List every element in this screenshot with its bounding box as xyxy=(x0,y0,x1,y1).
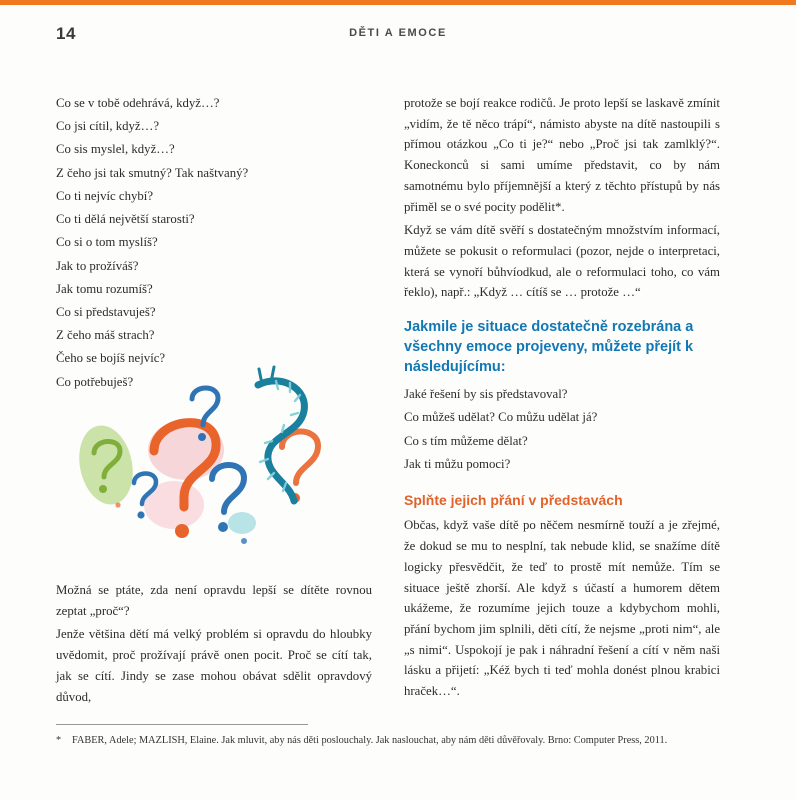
paragraph: protože se bojí reakce rodičů. Je proto lepší se laskavě zmínit „vidím, že tě něco trápí“, námisto abyste na dítě nastoupili s přímou otázkou „Co ti je?“ nebo „Proč jsi tak zamlklý?“. Koneckonců si sami umíme představit, co by nám samotnému bylo příjemnější a který z těchto přístupů by nás přiměl se o své pocity podělit*. xyxy=(404,96,720,214)
page-header xyxy=(0,24,796,50)
right-column xyxy=(404,93,720,712)
list-item: Jak ti můžu pomoci? xyxy=(404,456,511,471)
list-item: Čeho se bojíš nejvíc? xyxy=(56,351,166,366)
footnote xyxy=(56,734,746,748)
running-head: DĚTI A EMOCE xyxy=(349,27,447,39)
list-item: Co se v tobě odehrává, když…? xyxy=(56,96,220,110)
page-number: 14 xyxy=(56,24,76,43)
question-marks-and-worm-illustration xyxy=(46,355,376,585)
list-item: Co můžeš udělat? Co můžu udělat já? xyxy=(404,410,598,425)
footnote-marker: * xyxy=(56,735,62,746)
paragraph: Když se vám dítě svěří s dostatečným množstvím informací, můžete se pokusit o reformulaci (pozor, nejde o interpretaci, která se vynoří bůhvíodkud, ale o reformulaci toho, co vám řeklo), např.: „Když … cítíš se … protože …“ xyxy=(404,223,720,300)
footnote-divider xyxy=(56,724,308,725)
list-item: Co jsi cítil, když…? xyxy=(56,119,160,134)
paragraph: Možná se ptáte, zda není opravdu lepší se dítěte rovnou zeptat „proč“? xyxy=(56,583,372,618)
paragraph: Občas, když vaše dítě po něčem nesmírně touží a je zřejmé, že dokud se mu to nesplní, tak nebude klid, se snažíme dítě logicky přesvědčit, že teď to prostě mít nemůže. Tím se situace ještě zhorší. Ale když s účastí a humorem dětem ukážeme, že rozumíme jejich touze a kdybychom mohli, přání bychom jim splnili, děti cítí, že nejsme „proti nim“, ale „s nimi“. Uspokojí je pak i náhradní řešení a cítí v něm naši lásku a přijetí: „Kéž bych ti teď mohla donést plnou krabici hraček…“. xyxy=(404,518,720,699)
footnote-text: FABER, Adele; MAZLISH, Elaine. Jak mluvit, aby nás děti poslouchaly. Jak naslouchat, aby nám děti důvěřovaly. Brno: Computer Press, 2011. xyxy=(72,735,668,746)
right-column-question-list xyxy=(404,384,720,474)
list-item: Co ti nejvíc chybí? xyxy=(56,188,154,203)
section-heading-orange: Splňte jejich přání v představách xyxy=(404,491,623,508)
list-item: Jaké řešení by sis představoval? xyxy=(404,387,568,402)
paragraph: Jenže většina dětí má velký problém si opravdu do hloubky uvědomit, proč prožívají právě onen pocit. Proč se cítí tak, jak se cítí. Jindy se zase mohou obávat sdělit opravdový důvod, xyxy=(56,627,372,704)
left-column-question-list xyxy=(56,93,372,395)
section-heading-blue: Jakmile je situace dostatečně rozebrána a všechny emoce projeveny, můžete přejít k následujícímu: xyxy=(404,319,694,376)
list-item: Co si o tom myslíš? xyxy=(56,235,158,250)
list-item: Jak tomu rozumíš? xyxy=(56,281,153,296)
list-item: Co potřebuješ? xyxy=(56,374,134,389)
list-item: Co s tím můžeme dělat? xyxy=(404,433,528,448)
top-accent-rule xyxy=(0,0,796,5)
list-item: Z čeho máš strach? xyxy=(56,328,155,343)
list-item: Co sis myslel, když…? xyxy=(56,142,175,157)
list-item: Jak to prožíváš? xyxy=(56,258,139,273)
list-item: Co si představuješ? xyxy=(56,304,156,319)
list-item: Z čeho jsi tak smutný? Tak naštvaný? xyxy=(56,165,249,180)
left-column-bottom-text xyxy=(56,580,372,710)
list-item: Co ti dělá největší starosti? xyxy=(56,212,195,227)
